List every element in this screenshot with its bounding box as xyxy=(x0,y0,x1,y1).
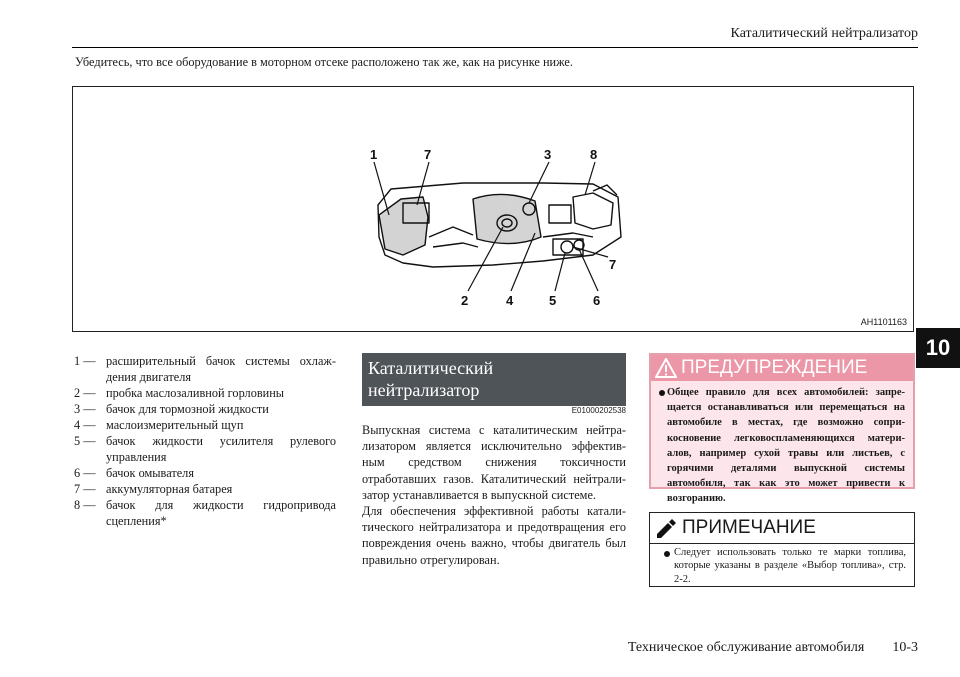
warning-content xyxy=(651,381,913,507)
legend-text: расширительный бачок системы охлаж-дения двигателя xyxy=(106,354,336,384)
legend-item xyxy=(74,481,336,497)
legend-number: 2 — xyxy=(74,386,96,400)
callout-2: 2 xyxy=(461,293,469,308)
section-title-line-1: Каталитический xyxy=(368,358,494,378)
page-footer xyxy=(628,640,918,656)
section-code: E01000202538 xyxy=(571,406,626,415)
intro-text: Убедитесь, что все оборудование в моторном отсеке расположено так же, как на рисунке ниже. xyxy=(75,55,573,69)
callout-1: 1 xyxy=(370,147,378,162)
warning-box xyxy=(649,353,915,505)
callout-5: 5 xyxy=(549,293,557,308)
footer-title: Техническое обслуживание автомобиля xyxy=(627,640,865,655)
note-title: ПРИМЕЧАНИЕ xyxy=(682,517,816,538)
legend-number: 7 — xyxy=(74,482,96,496)
note-pencil-icon xyxy=(654,518,678,538)
legend-item xyxy=(74,497,336,529)
callout-8: 8 xyxy=(590,147,598,162)
callout-4: 4 xyxy=(506,293,514,308)
legend-text: бачок омывателя xyxy=(106,466,194,480)
legend-text: бачок для жидкости гидропривода сцепления* xyxy=(106,498,336,528)
callout-3: 3 xyxy=(544,147,552,162)
bullet-icon xyxy=(659,390,665,396)
legend-item xyxy=(74,401,336,417)
note-header xyxy=(650,513,914,544)
legend-item xyxy=(74,417,336,433)
engine-bay-illustration xyxy=(73,87,913,331)
legend-number: 8 — xyxy=(74,498,96,512)
section-paragraph: Выпускная система с каталитическим нейтра-лизатором является исключительно эффектив-ным средством снижения токсичности отработавших газов. Каталитический нейтрали-затор устанавливается в выпускной системе. xyxy=(362,423,626,502)
legend-text: бачок для тормозной жидкости xyxy=(106,402,269,416)
callout-7-side: 7 xyxy=(609,257,617,272)
legend-text: маслоизмерительный щуп xyxy=(106,418,244,432)
legend-text: аккумуляторная батарея xyxy=(106,482,233,496)
legend-text: бачок жидкости усилителя рулевого управления xyxy=(106,434,336,464)
legend-number: 3 — xyxy=(74,402,96,416)
legend-item xyxy=(74,353,336,385)
chapter-tab: 10 xyxy=(916,328,960,368)
section-paragraph: Для обеспечения эффективной работы катали-тического нейтрализатора и предотвращения его повреждения очень важно, чтобы двигатель был правильно отрегулирован. xyxy=(362,504,626,567)
figure-legend xyxy=(74,353,336,529)
bullet-icon xyxy=(664,551,670,557)
warning-triangle-icon xyxy=(655,358,677,378)
legend-text: пробка маслозаливной горловины xyxy=(106,386,285,400)
legend-item xyxy=(74,465,336,481)
note-text: Следует использовать только те марки топлива, которые указаны в разделе «Выбор топлива», стр. 2-2. xyxy=(674,547,906,585)
warning-header xyxy=(651,355,913,381)
figure-code: AH1101163 xyxy=(860,317,907,327)
callout-6: 6 xyxy=(593,293,601,308)
legend-number: 4 — xyxy=(74,418,96,432)
warning-title: ПРЕДУПРЕЖДЕНИЕ xyxy=(681,357,868,378)
note-content xyxy=(650,544,914,586)
legend-item xyxy=(74,385,336,401)
running-header-title: Каталитический нейтрализатор xyxy=(730,26,918,41)
page-number: 10-3 xyxy=(892,640,918,655)
section-title-line-2: нейтрализатор xyxy=(368,380,480,400)
note-box xyxy=(649,512,915,587)
section-heading xyxy=(362,353,626,406)
legend-number: 6 — xyxy=(74,466,96,480)
callout-7: 7 xyxy=(424,147,432,162)
legend-number: 1 — xyxy=(74,354,96,368)
legend-item xyxy=(74,433,336,465)
header-rule xyxy=(72,47,918,48)
legend-number: 5 — xyxy=(74,434,96,448)
engine-compartment-figure xyxy=(72,86,914,332)
warning-text: Общее правило для всех автомобилей: запре-щается останавливаться или перемещаться на автомобиле в местах, где возможно сопри-косновение легковоспламеняющихся матери-алов, например сухой травы или листьев, с горячими деталями выпускной системы автомобиля, так как это может привести к возгоранию. xyxy=(667,387,905,505)
section-body xyxy=(362,422,626,568)
